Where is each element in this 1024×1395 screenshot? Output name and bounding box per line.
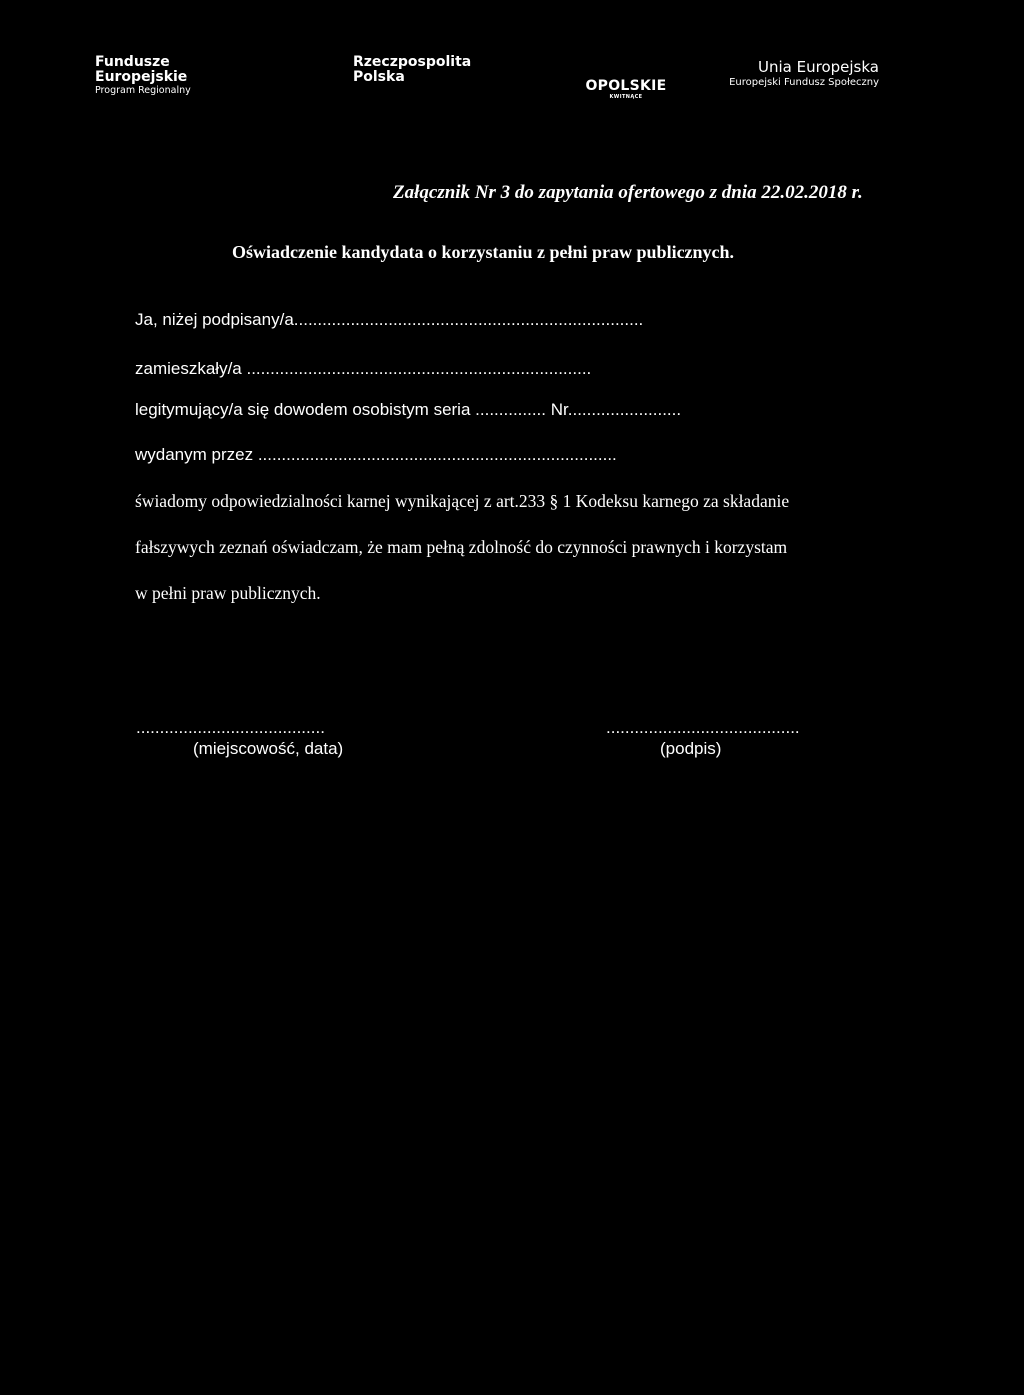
logo-ue-line2: Europejski Fundusz Społeczny — [729, 77, 879, 88]
field-id-line — [135, 400, 681, 420]
paragraph-line-3: w pełni praw publicznych. — [135, 583, 321, 603]
field-name-line: Ja, niżej podpisany/a.......................................................................... — [135, 310, 644, 329]
field-id-nr-label: Nr — [550, 400, 568, 419]
signature-place-dots: ........................................ — [136, 718, 325, 737]
logo-fe-line2: Europejskie — [95, 69, 188, 85]
field-id-nr-dots: ........................ — [567, 400, 682, 419]
signature-sign-dots: ......................................... — [606, 718, 800, 737]
logo-rzeczpospolita-polska — [353, 55, 471, 85]
signature-sign-label: (podpis) — [660, 739, 722, 758]
logo-opolskie — [578, 79, 674, 101]
document-title: Oświadczenie kandydata o korzystaniu z pełni praw publicznych. — [232, 242, 735, 262]
logo-fundusze-europejskie — [95, 55, 191, 97]
logo-op-name: OPOLSKIE — [585, 78, 667, 94]
paragraph-line-2: fałszywych zeznań oświadczam, że mam pełną zdolność do czynności prawnych i korzystam — [135, 537, 788, 557]
field-issued-line: wydanym przez ............................................................................ — [135, 445, 617, 464]
logo-unia-europejska — [727, 59, 879, 90]
field-id-prefix: legitymujący/a się dowodem osobistym seria — [135, 400, 471, 419]
signature-place-label: (miejscowość, data) — [193, 739, 344, 758]
field-id-series-dots: ............... — [475, 400, 547, 419]
logo-fe-line3: Program Regionalny — [95, 85, 191, 96]
logo-rp-line1: Rzeczpospolita — [353, 54, 472, 70]
logo-fe-line1: Fundusze — [95, 54, 170, 70]
logo-rp-line2: Polska — [353, 69, 405, 85]
paragraph-line-1: świadomy odpowiedzialności karnej wynikającej z art.233 § 1 Kodeksu karnego za składanie — [135, 491, 790, 511]
logo-ue-line1: Unia Europejska — [758, 58, 879, 76]
annex-title: Załącznik Nr 3 do zapytania ofertowego z dnia 22.02.2018 r. — [393, 182, 863, 203]
field-address-line: zamieszkały/a ......................................................................... — [135, 359, 592, 378]
logo-op-sub: KWITNĄCE — [609, 94, 643, 100]
